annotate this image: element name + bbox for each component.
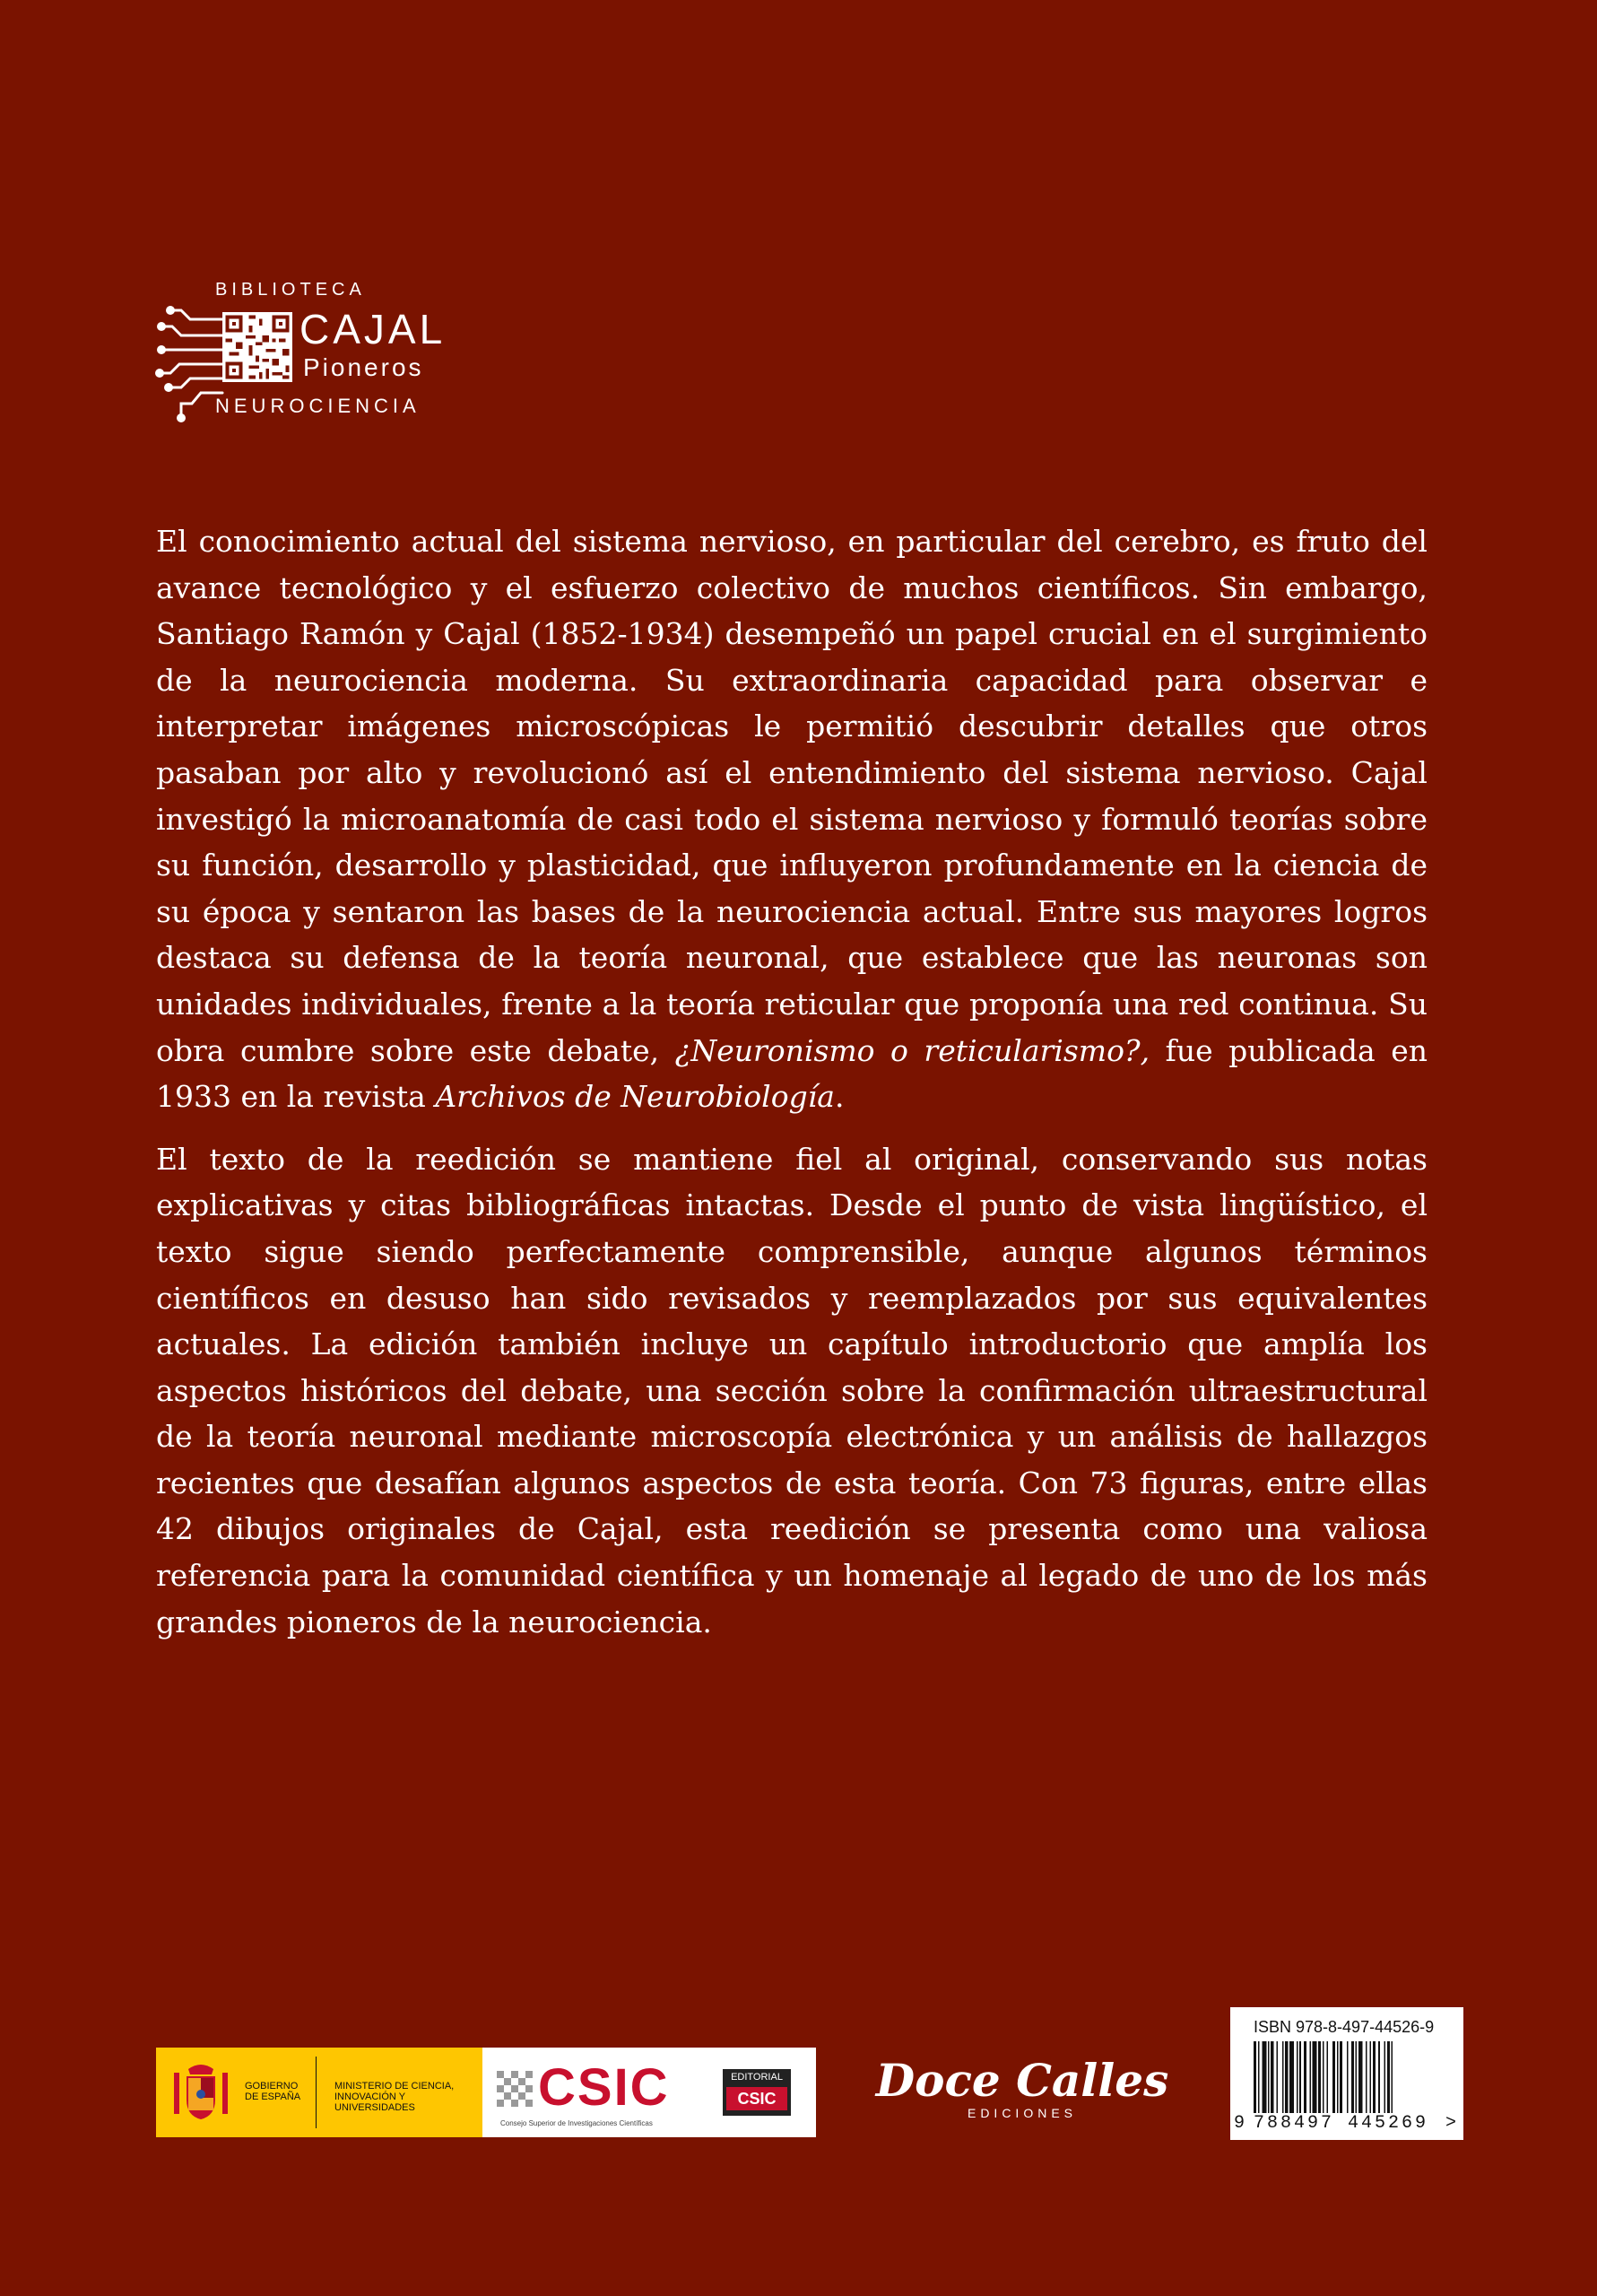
csic-subtitle: Consejo Superior de Investigaciones Científicas — [500, 2119, 653, 2127]
blurb-p1-text-c: . — [834, 1079, 845, 1115]
barcode-arrow: > — [1445, 2113, 1457, 2134]
blurb-p1-journal-title: Archivos de Neurobiología — [435, 1079, 835, 1115]
gobierno-divider — [316, 2057, 317, 2128]
back-cover-blurb — [156, 518, 1428, 1661]
blurb-paragraph-1 — [156, 518, 1428, 1120]
barcode-lead-digit: 9 — [1234, 2113, 1245, 2134]
barcode-icon — [1254, 2041, 1444, 2113]
publisher-name: Doce Calles — [875, 2054, 1169, 2107]
logo-bottom-label: NEUROCIENCIA — [215, 395, 421, 417]
editorial-label: EDITORIAL — [731, 2072, 783, 2083]
gobierno-logo — [156, 2048, 482, 2137]
isbn-label: ISBN 978-8-497-44526-9 — [1254, 2018, 1435, 2036]
logo-main-label: CAJAL — [299, 306, 447, 352]
barcode-digits: 788497 445269 — [1254, 2113, 1429, 2134]
sponsor-logos — [156, 2048, 816, 2137]
logo-top-label: BIBLIOTECA — [215, 280, 366, 300]
blurb-p1-text-b: fue publicada en 1933 en la revista — [156, 1032, 1428, 1115]
qr-code-icon — [222, 312, 292, 382]
coat-of-arms-icon — [169, 2060, 233, 2125]
publisher-subtitle: EDICIONES — [967, 2106, 1077, 2120]
editorial-csic-label: CSIC — [726, 2087, 787, 2110]
gobierno-text: GOBIERNO DE ESPAÑA — [245, 2081, 301, 2102]
publisher-logo — [870, 2054, 1175, 2120]
blurb-p1-text-a: El conocimiento actual del sistema nervioso, en particular del cerebro, es fruto del avance tecnológico y el esfuerzo colectivo de muchos científicos. Sin embargo, Santiago Ramón y Cajal (1852-1934) desempeñó un papel crucial en el surgimiento de la neurociencia moderna. Su extraordinaria capacidad para observar e interpretar imágenes microscópicas le permitió descubrir detalles que otros pasaban por alto y revolucionó así el entendimiento del sistema nervioso. Cajal investigó la microanatomía de casi todo el sistema nervioso y formuló teorías sobre su función, desarrollo y plasticidad, que influyeron profundamente en la ciencia de su época y sentaron las bases de la neurociencia actual. Entre sus mayores logros destaca su defensa de la teoría neuronal, que establece que las neuronas son unidades individuales, frente a la teoría reticular que proponía una red continua. Su obra cumbre sobre este debate, — [156, 524, 1428, 1068]
csic-logo — [482, 2048, 816, 2137]
editorial-csic-logo — [723, 2069, 791, 2116]
csic-wordmark: CSIC — [538, 2058, 670, 2117]
series-logo — [154, 280, 450, 430]
isbn-barcode — [1230, 2007, 1463, 2140]
ministerio-text: MINISTERIO DE CIENCIA, INNOVACIÓN Y UNIVERSIDADES — [334, 2081, 455, 2113]
logo-sub-label: Pioneros — [303, 353, 424, 381]
csic-emblem-icon — [497, 2071, 533, 2114]
blurb-paragraph-2: El texto de la reedición se mantiene fiel al original, conservando sus notas explicativas y citas bibliográficas intactas. Desde el punto de vista lingüístico, el texto sigue siendo perfectamente comprensible, aunque algunos términos científicos en desuso han sido revisados y reemplazados por sus equivalentes actuales. La edición también incluye un capítulo introductorio que amplía los aspectos históricos del debate, una sección sobre la confirmación ultraestructural de la teoría neuronal mediante microscopía electrónica y un análisis de hallazgos recientes que desafían algunos aspectos de esta teoría. Con 73 figuras, entre ellas 42 dibujos originales de Cajal, esta reedición se presenta como una valiosa referencia para la comunidad científica y un homenaje al legado de uno de los más grandes pioneros de la neurociencia. — [156, 1141, 1428, 1639]
blurb-p1-book-title: ¿Neuronismo o reticularismo?, — [674, 1032, 1150, 1068]
